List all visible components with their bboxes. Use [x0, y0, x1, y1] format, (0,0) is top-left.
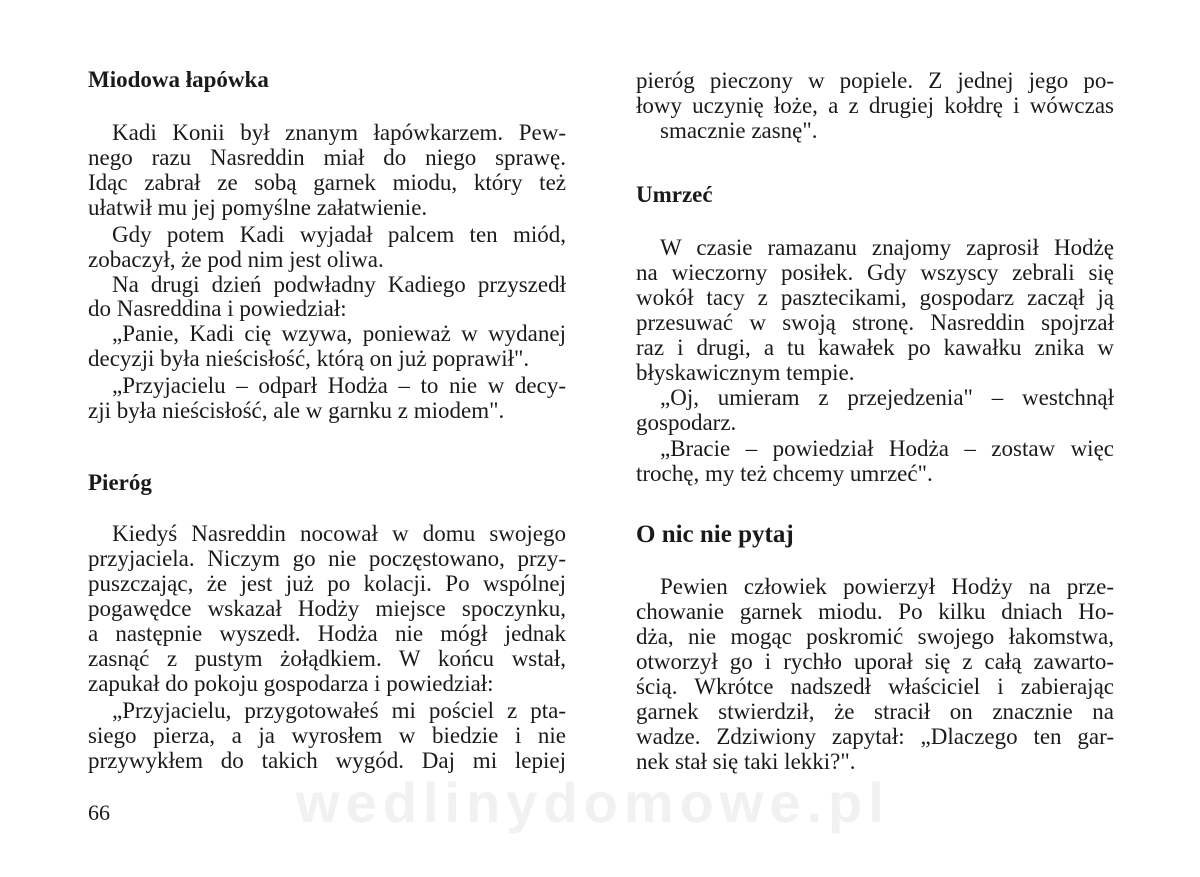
text-line: Kiedyś Nasreddin nocował w domu swojego	[112, 521, 566, 546]
text-line: „Przyjacielu, przygotowałeś mi pościel z pta-	[112, 698, 566, 723]
text-line: gospodarz.	[636, 410, 737, 435]
text-line: smacznie zasnę".	[660, 118, 818, 143]
page-number: 66	[88, 800, 110, 825]
text-line: chowanie garnek miodu. Po kilku dniach Ho-	[636, 599, 1114, 624]
text-line: Gdy potem Kadi wyjadał palcem ten miód,	[112, 222, 566, 247]
title-miodowa-lapowka: Miodowa łapówka	[88, 67, 269, 92]
text-line: zji była nieścisłość, ale w garnku z miodem".	[88, 398, 505, 423]
text-line: pieróg pieczony w popiele. Z jednej jego po-	[636, 68, 1114, 93]
text-line: nego razu Nasreddin miał do niego sprawę.	[88, 145, 566, 170]
text-line: wokół tacy z pasztecikami, gospodarz zaczął ją	[636, 285, 1114, 310]
text-line: pogawędce wskazał Hodży miejsce spoczynku,	[88, 596, 566, 621]
text-line: wadze. Zdziwiony zapytał: „Dlaczego ten gar-	[636, 724, 1114, 749]
text-line: trochę, my też chcemy umrzeć".	[636, 461, 933, 486]
title-umrzec: Umrzeć	[636, 182, 713, 207]
text-line: W czasie ramazanu znajomy zaprosił Hodżę	[660, 235, 1114, 260]
text-line: „Przyjacielu – odparł Hodża – to nie w decy-	[112, 373, 566, 398]
text-line: ścią. Wkrótce nadszedł właściciel i zabierając	[636, 674, 1114, 699]
text-line: błyskawicznym tempie.	[636, 360, 855, 385]
text-line: na wieczorny posiłek. Gdy wszyscy zebrali się	[636, 260, 1114, 285]
text-line: Pewien człowiek powierzył Hodży na prze-	[660, 574, 1114, 599]
text-line: puszczając, że jest już po kolacji. Po wspólnej	[88, 571, 566, 596]
text-line: ułatwił mu jej pomyślne załatwienie.	[88, 195, 428, 220]
text-line: „Bracie – powiedział Hodża – zostaw więc	[660, 436, 1114, 461]
title-pierog: Pieróg	[88, 470, 152, 495]
text-line: nek stał się taki lekki?".	[636, 749, 856, 774]
text-line: raz i drugi, a tu kawałek po kawałku znika w	[636, 335, 1114, 360]
text-line: dża, nie mogąc poskromić swojego łakomstwa,	[636, 624, 1114, 649]
text-line: „Oj, umieram z przejedzenia" – westchnął	[660, 385, 1114, 410]
text-line: przyjaciela. Niczym go nie poczęstowano, przy-	[88, 546, 566, 571]
text-line: zobaczył, że pod nim jest oliwa.	[88, 247, 384, 272]
text-line: przywykłem do takich wygód. Daj mi lepiej	[88, 748, 566, 773]
text-line: otworzył go i rychło uporał się z całą zawarto-	[636, 649, 1114, 674]
text-line: przesuwać w swoją stronę. Nasreddin spojrzał	[636, 310, 1114, 335]
watermark: wedlinydomowe.pl	[296, 771, 890, 834]
text-line: Idąc zabrał ze sobą garnek miodu, który też	[88, 170, 566, 195]
text-line: siego pierza, a ja wyrosłem w biedzie i nie	[88, 723, 566, 748]
title-o-nic-nie-pytaj: O nic nie pytaj	[636, 521, 794, 548]
text-line: zapukał do pokoju gospodarza i powiedział:	[88, 671, 494, 696]
text-line: a następnie wyszedł. Hodża nie mógł jednak	[88, 621, 566, 646]
text-line: Kadi Konii był znanym łapówkarzem. Pew-	[112, 120, 566, 145]
text-line: garnek stwierdził, że stracił on znacznie na	[636, 699, 1114, 724]
text-line: łowy uczynię łoże, a z drugiej kołdrę i wówczas	[636, 93, 1114, 118]
text-line: Na drugi dzień podwładny Kadiego przyszedł	[112, 272, 566, 297]
text-line: decyzji była nieścisłość, którą on już poprawił".	[88, 346, 530, 371]
text-line: do Nasreddina i powiedział:	[88, 296, 347, 321]
text-line: „Panie, Kadi cię wzywa, ponieważ w wydanej	[112, 321, 566, 346]
text-line: zasnąć z pustym żołądkiem. W końcu wstał,	[88, 646, 566, 671]
